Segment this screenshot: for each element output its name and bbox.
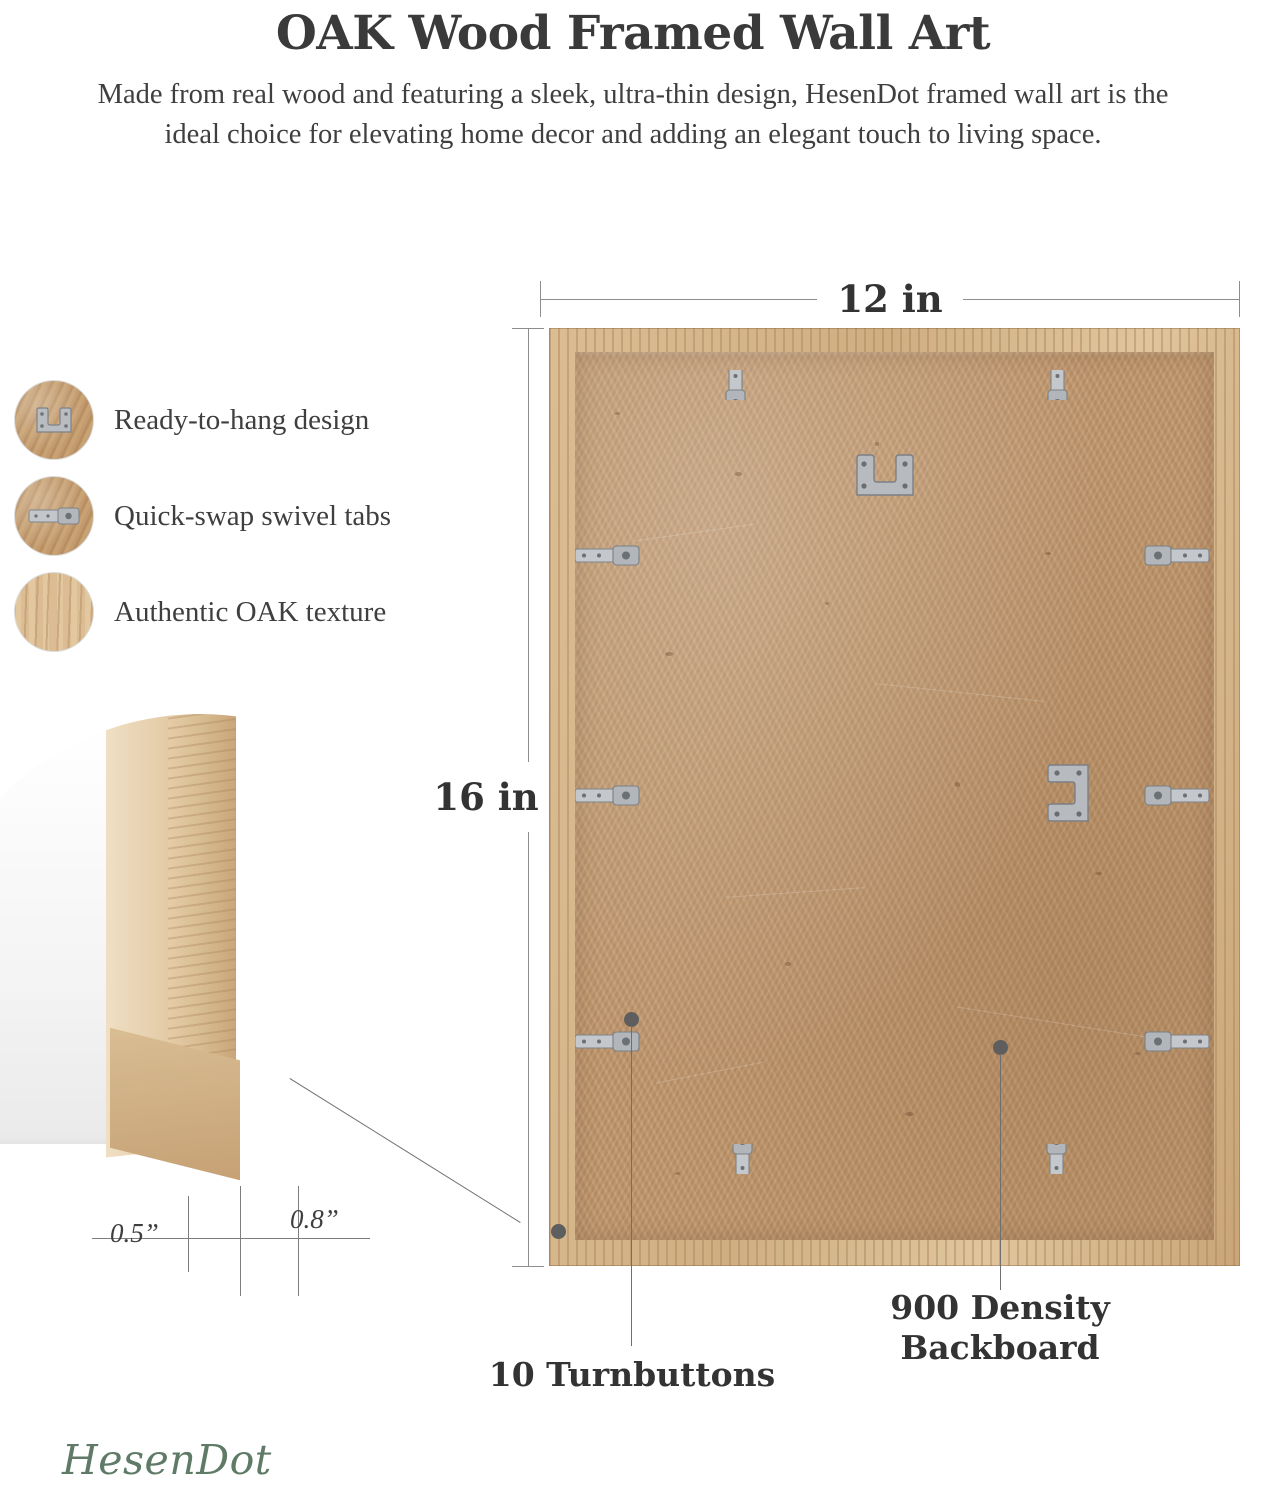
turnbutton-glyph <box>28 506 80 526</box>
callout-turnbuttons: 10 Turnbuttons <box>488 1355 776 1394</box>
list-item-label: Ready-to-hang design <box>114 403 370 436</box>
frame-back-photo <box>549 328 1240 1266</box>
width-dimension <box>540 272 1240 326</box>
leader-dot-turnbutton <box>624 1012 639 1027</box>
list-item <box>14 468 494 564</box>
frame-thickness-label: 0.5” <box>110 1218 159 1248</box>
dimension-tick-bottom <box>512 1266 544 1267</box>
thickness-dimensions <box>92 1176 392 1296</box>
picture-hanger-icon <box>14 380 94 460</box>
turnbutton <box>1021 370 1095 400</box>
leader-line-turnbuttons <box>631 1026 632 1346</box>
turnbutton <box>575 1026 645 1056</box>
turnbutton <box>1019 1144 1093 1174</box>
list-item-label: Authentic OAK texture <box>114 595 387 628</box>
swivel-tab-icon <box>14 476 94 556</box>
turnbutton <box>705 1144 779 1174</box>
list-item <box>14 564 494 660</box>
page-title: OAK Wood Framed Wall Art <box>275 6 991 61</box>
brand-logo: HesenDot <box>62 1436 272 1484</box>
picture-hanger-icon <box>852 452 918 498</box>
list-item-label: Quick-swap swivel tabs <box>114 499 392 532</box>
leader-dot-backboard <box>993 1040 1008 1055</box>
backboard-surface <box>575 352 1214 1240</box>
header <box>0 0 1266 156</box>
oak-texture-icon <box>14 572 94 652</box>
frame-width-label: 0.8” <box>290 1204 339 1234</box>
callout-backboard-line2: Backboard <box>900 1328 1100 1368</box>
dimension-tick-top <box>512 328 544 329</box>
callout-backboard <box>855 1288 1145 1369</box>
turnbutton <box>1139 780 1213 810</box>
feature-list <box>14 372 494 660</box>
callout-backboard-line1: 900 Density <box>890 1288 1110 1327</box>
height-dimension-label: 16 in <box>420 762 552 832</box>
hanger-glyph <box>34 406 74 434</box>
picture-hanger-icon-rotated <box>1045 760 1091 826</box>
turnbutton <box>575 540 645 570</box>
turnbutton <box>699 370 773 400</box>
leader-dot-frame-edge <box>551 1224 566 1239</box>
leader-line-backboard <box>1000 1054 1001 1290</box>
turnbutton <box>1139 1026 1213 1056</box>
turnbutton <box>1139 540 1213 570</box>
turnbutton <box>575 780 645 810</box>
list-item <box>14 372 494 468</box>
width-dimension-label: 12 in <box>817 277 962 321</box>
page-subtitle: Made from real wood and featuring a sleek, ultra-thin design, HesenDot framed wall art is the ideal choice for elevating home decor and adding an elegant touch to living space. <box>97 78 1169 151</box>
